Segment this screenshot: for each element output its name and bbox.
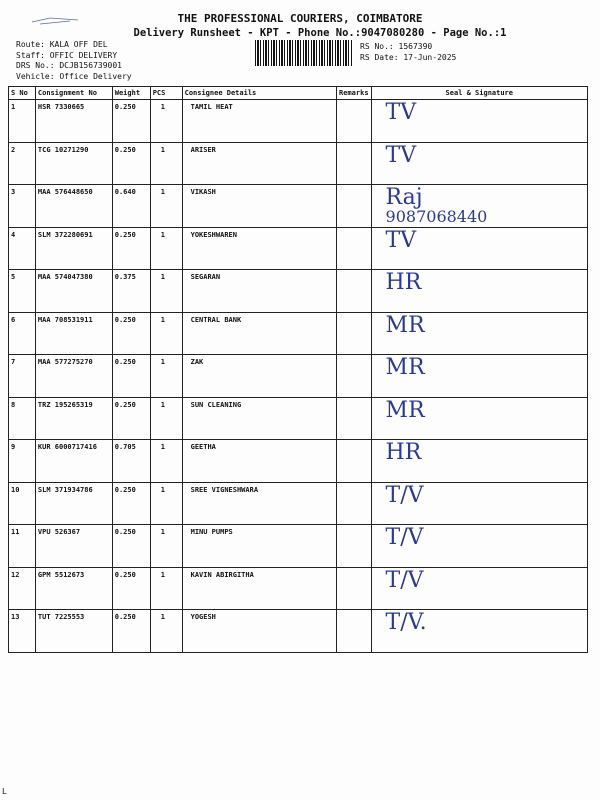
cell-consignment: HSR 7330665 [35,100,112,143]
cell-signature [371,397,587,440]
cell-remarks [337,610,372,653]
cell-sno: 4 [9,227,36,270]
cell-signature [371,440,587,483]
table-row [9,525,588,568]
cell-sno: 7 [9,355,36,398]
cell-pcs: 1 [150,610,182,653]
rs-number: RS No.: 1567390 [360,42,433,51]
col-pcs: PCS [150,87,182,100]
cell-remarks [337,270,372,313]
cell-weight: 0.250 [112,610,150,653]
cell-consignment: MAA 576448650 [35,185,112,228]
cell-consignee: TAMIL HEAT [182,100,336,143]
handwritten-signature: TV [385,227,417,253]
cell-consignment: GPM 5512673 [35,567,112,610]
table-row [9,610,588,653]
cell-consignment: MAA 574047380 [35,270,112,313]
cell-remarks [337,100,372,143]
table-row [9,567,588,610]
table-row [9,185,588,228]
cell-pcs: 1 [150,482,182,525]
cell-weight: 0.640 [112,185,150,228]
barcode [255,40,353,66]
table-row [9,270,588,313]
col-consignee: Consignee Details [182,87,336,100]
cell-signature [371,312,587,355]
cell-sno: 6 [9,312,36,355]
cell-consignee: ARISER [182,142,336,185]
handwritten-signature: T/V [385,482,424,508]
cell-pcs: 1 [150,142,182,185]
handwritten-signature: T/V [385,525,424,550]
cell-remarks [337,482,372,525]
cell-consignment: SLM 372280691 [35,227,112,270]
cell-weight: 0.250 [112,100,150,143]
table-row [9,100,588,143]
cell-pcs: 1 [150,100,182,143]
rs-date: RS Date: 17-Jun-2025 [360,52,457,62]
cell-consignee: VIKASH [182,185,336,228]
cell-signature [371,482,587,525]
document-subtitle: Delivery Runsheet - KPT - Phone No.:9047080280 - Page No.:1 [133,27,507,39]
cell-remarks [337,525,372,568]
cell-remarks [337,142,372,185]
col-signature: Seal & Signature [371,87,587,100]
cell-weight: 0.250 [112,355,150,398]
document-title: THE PROFESSIONAL COURIERS, COIMBATORE [177,12,423,25]
table-row [9,440,588,483]
cell-consignment: TUT 7225553 [35,610,112,653]
handwritten-signature: T/V [385,567,424,593]
runsheet-meta-left [16,40,132,82]
cell-remarks [337,397,372,440]
cell-consignee: MINU PUMPS [182,525,336,568]
cell-weight: 0.250 [112,312,150,355]
cell-signature [371,142,587,185]
cell-consignment: MAA 708531911 [35,312,112,355]
cell-consignee: YOGESH [182,610,336,653]
cell-pcs: 1 [150,185,182,228]
table-row [9,482,588,525]
col-consignment: Consignment No [35,87,112,100]
handwritten-signature: HR [385,440,422,465]
cell-consignee: CENTRAL BANK [182,312,336,355]
staff-field: Staff: OFFIC DELIVERY [16,50,118,60]
table-row [9,312,588,355]
cell-sno: 8 [9,397,36,440]
runsheet-meta-right [360,42,456,63]
cell-pcs: 1 [150,270,182,313]
cell-signature [371,185,587,228]
cell-consignee: SEGARAN [182,270,336,313]
cell-signature [371,270,587,313]
cell-signature [371,610,587,653]
handwritten-signature: MR [385,355,425,380]
delivery-table [8,86,588,653]
cell-sno: 13 [9,610,36,653]
table-header-row [9,87,588,100]
cell-sno: 10 [9,482,36,525]
cell-consignment: VPU 526367 [35,525,112,568]
cell-weight: 0.250 [112,482,150,525]
cell-remarks [337,567,372,610]
cell-signature [371,525,587,568]
handwritten-signature: MR [385,397,425,423]
col-sno: S No [9,87,36,100]
drs-field: DRS No.: DCJB156739001 [16,61,122,70]
handwritten-signature: MR [385,312,425,338]
cell-pcs: 1 [150,397,182,440]
table-row [9,227,588,270]
cell-weight: 0.375 [112,270,150,313]
cell-remarks [337,185,372,228]
cell-weight: 0.250 [112,567,150,610]
cell-consignee: ZAK [182,355,336,398]
handwritten-signature: HR [385,270,422,295]
cell-sno: 3 [9,185,36,228]
cell-weight: 0.250 [112,525,150,568]
cell-signature [371,227,587,270]
cell-consignee: GEETHA [182,440,336,483]
handwritten-signature: T/V. [385,610,427,635]
cell-weight: 0.250 [112,397,150,440]
cell-remarks [337,355,372,398]
vehicle-field: Vehicle: Office Delivery [16,71,132,81]
cell-weight: 0.250 [112,227,150,270]
route-field: Route: KALA OFF DEL [16,40,108,49]
cell-remarks [337,440,372,483]
cell-consignment: MAA 577275270 [35,355,112,398]
handwritten-signature: TV [385,142,417,168]
col-remarks: Remarks [337,87,372,100]
table-row [9,355,588,398]
cell-consignee: YOKESHWAREN [182,227,336,270]
cell-consignment: TRZ 195265319 [35,397,112,440]
cell-remarks [337,312,372,355]
cell-pcs: 1 [150,355,182,398]
cell-sno: 5 [9,270,36,313]
cell-pcs: 1 [150,567,182,610]
cell-sno: 2 [9,142,36,185]
cell-sno: 9 [9,440,36,483]
corner-mark: L [2,787,7,796]
cell-pcs: 1 [150,525,182,568]
cell-consignment: SLM 371934786 [35,482,112,525]
cell-weight: 0.250 [112,142,150,185]
cell-signature [371,567,587,610]
cell-pcs: 1 [150,440,182,483]
cell-signature [371,100,587,143]
cell-consignment: TCG 10271290 [35,142,112,185]
handwritten-signature: TV [385,100,417,125]
cell-consignment: KUR 6000717416 [35,440,112,483]
cell-pcs: 1 [150,312,182,355]
cell-remarks [337,227,372,270]
cell-signature [371,355,587,398]
cell-pcs: 1 [150,227,182,270]
cell-consignee: KAVIN ABIRGITHA [182,567,336,610]
cell-sno: 1 [9,100,36,143]
col-weight: Weight [112,87,150,100]
cell-consignee: SUN CLEANING [182,397,336,440]
table-row [9,397,588,440]
cell-sno: 12 [9,567,36,610]
cell-consignee: SREE VIGNESHWARA [182,482,336,525]
cell-sno: 11 [9,525,36,568]
table-row [9,142,588,185]
cell-weight: 0.705 [112,440,150,483]
handwritten-signature: Raj [385,185,423,210]
handwritten-phone: 9087068440 [385,207,488,226]
